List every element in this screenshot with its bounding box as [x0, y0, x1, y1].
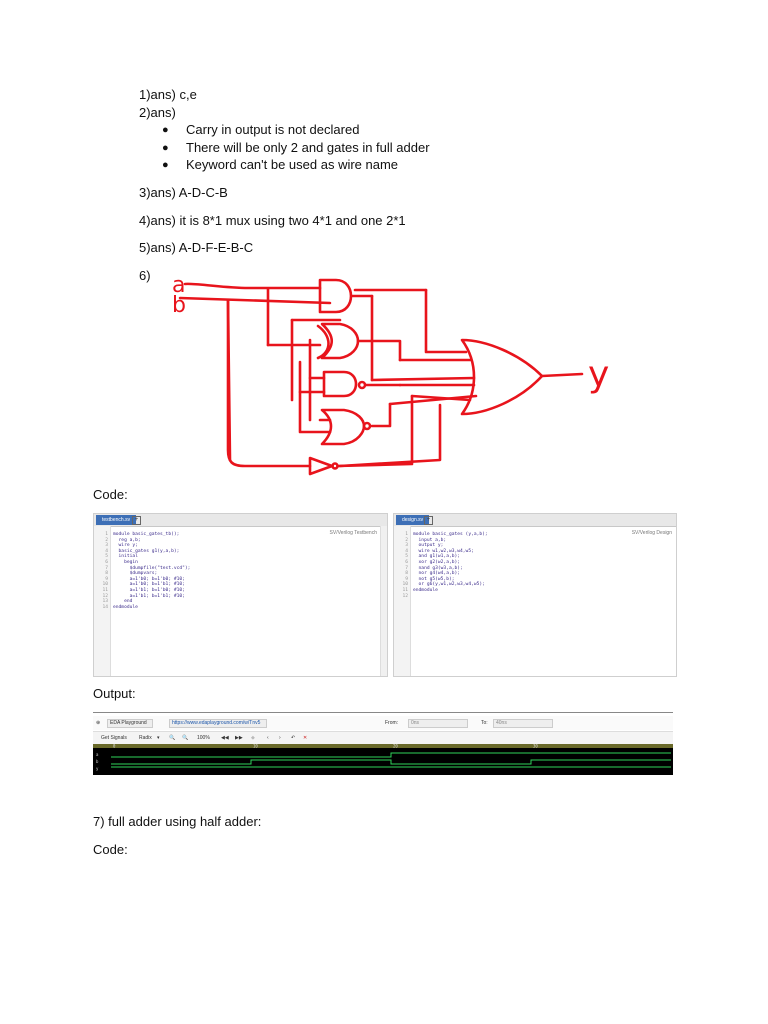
testbench-panel	[93, 513, 388, 677]
tab-testbench[interactable]: testbench.sv	[96, 515, 136, 525]
sketch-label-b: b	[172, 293, 186, 318]
bullet-item: Carry in output is not declared	[186, 122, 360, 137]
bullet-item: There will be only 2 and gates in full adder	[186, 140, 430, 155]
tab-bar	[394, 514, 676, 527]
answer-1: 1)ans) c,e	[139, 87, 197, 102]
waveform-svg	[93, 744, 673, 775]
waveform-viewer	[93, 712, 673, 775]
signal-name: b	[96, 759, 99, 764]
zoom-in-icon[interactable]: 🔍	[169, 735, 176, 741]
signal-name: a	[96, 752, 99, 757]
line-numbers: 1 2 3 4 5 6 7 8 9 10 11 12 13 14	[102, 532, 108, 610]
line-numbers: 1 2 3 4 5 6 7 8 9 10 11 12	[402, 532, 408, 599]
time-mark: 20	[393, 744, 398, 749]
add-tab-icon[interactable]: +	[132, 516, 141, 525]
time-mark: 30	[533, 744, 538, 749]
output-label: Output:	[93, 686, 136, 701]
radix-button[interactable]: Radix	[139, 735, 152, 741]
forward-icon[interactable]: ▶▶	[235, 735, 243, 741]
sketch-label-y: y	[588, 354, 610, 395]
signal-a-trace	[111, 753, 671, 757]
answer-2: 2)ans)	[139, 105, 176, 120]
bullet-item: Keyword can't be used as wire name	[186, 157, 399, 172]
add-tab-icon[interactable]: +	[424, 516, 433, 525]
signal-name: y	[96, 766, 99, 771]
answer-4: 4)ans) it is 8*1 mux using two 4*1 and one 2*1	[139, 213, 406, 228]
rewind-icon[interactable]: ◀◀	[221, 735, 229, 741]
tab-bar	[94, 514, 387, 527]
logic-gate-sketch	[160, 270, 620, 480]
url-text: https://www.edaplayground.com/w/Tnv5	[172, 720, 261, 726]
design-panel	[393, 513, 677, 677]
undo-icon[interactable]: ↶	[291, 735, 296, 741]
close-icon[interactable]: ✕	[303, 735, 308, 741]
to-value: 40ns	[496, 720, 507, 726]
waveform-area	[93, 744, 673, 775]
time-mark: 0	[113, 744, 116, 749]
signal-b-trace	[111, 760, 671, 764]
question-7: 7) full adder using half adder:	[93, 814, 262, 829]
zoom-out-icon[interactable]: 🔍	[182, 735, 189, 741]
time-mark: 10	[253, 744, 258, 749]
sketch-label-a: a	[172, 273, 186, 298]
testbench-code[interactable]: module basic_gates_tb(); reg a,b; wire y; basic_gates g1(y,a,b); initial begin $dumpfile("test.vcd"); $dumpvars; a=1'b0; b=1'b0; #10; a=1'b0; b=1'b1; #10; a=1'b1; b=1'b0; #10; a=1'b1; b=1'b1; #10; end endmodule	[113, 532, 191, 610]
to-label: To:	[481, 720, 488, 726]
toolbar	[93, 731, 673, 745]
tab-design[interactable]: design.sv	[396, 515, 429, 525]
prev-icon[interactable]: ‹	[267, 735, 269, 741]
from-value: 0ns	[411, 720, 420, 726]
answer-3: 3)ans) A-D-C-B	[139, 185, 228, 200]
scrollbar[interactable]	[380, 526, 387, 676]
design-code[interactable]: module basic_gates (y,a,b); input a,b; output y; wire w1,w2,w3,w4,w5; and g1(w1,a,b); xor g2(w2,a,b); nand g3(w3,a,b); nor g4(w4,a,b); not g5(w5,b); or g6(y,w1,w2,w3,w4,w5); endmodule	[413, 532, 488, 593]
app-name: EDA Playground	[110, 720, 147, 726]
next-icon[interactable]: ›	[279, 735, 281, 741]
language-label: SV/Verilog Testbench	[329, 530, 377, 536]
marker-icon[interactable]: ◆	[251, 735, 255, 741]
get-signals-button[interactable]: Get Signals	[101, 735, 127, 741]
zoom-level[interactable]: 100%	[197, 735, 210, 741]
language-label: SV/Verilog Design	[631, 530, 672, 536]
url-bar	[93, 716, 673, 730]
bullet-dot: ●	[162, 124, 169, 136]
bullet-dot: ●	[162, 142, 169, 154]
from-label: From:	[385, 720, 399, 726]
code-label: Code:	[93, 487, 128, 502]
bullet-dot: ●	[162, 159, 169, 171]
answer-5: 5)ans) A-D-F-E-B-C	[139, 240, 254, 255]
answer-6: 6)	[139, 268, 151, 283]
plus-icon[interactable]: ⊕	[96, 720, 101, 726]
chevron-down-icon: ▾	[157, 735, 160, 741]
code-label-2: Code:	[93, 842, 128, 857]
